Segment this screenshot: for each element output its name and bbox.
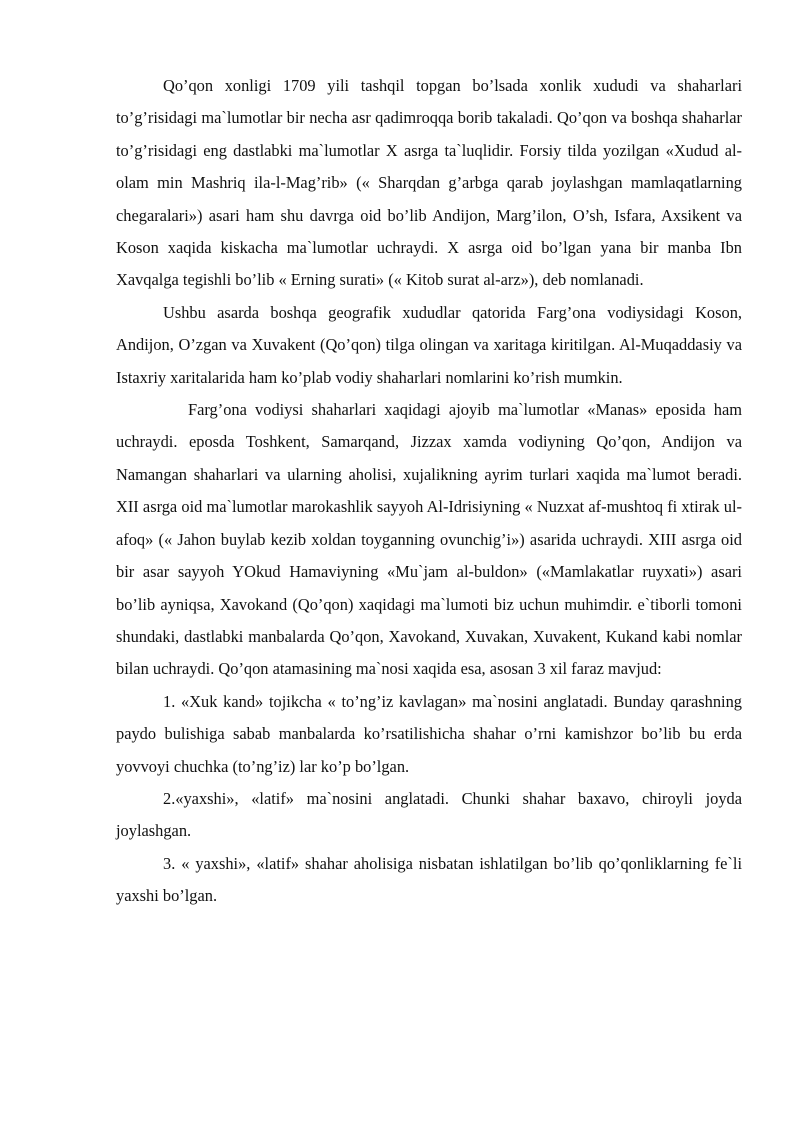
list-item-hypothesis-2: 2.«yaxshi», «latif» ma`nosini anglatadi. Chunki shahar baxavo, chiroyli joyda joylashgan. [116, 788, 742, 841]
paragraph-kokand-history: Qo’qon xonligi 1709 yili tashqil topgan bo’lsada xonlik xududi va shaharlari to’g’risidagi ma`lumotlar bir necha asr qadimroqqa borib takaladi. Qo’qon va boshqa shaharlar to’g’risidagi eng dastlabki ma`lumotlar X asrga ta`luqlidir. Forsiy tilda yozilgan «Xudud al-olam min Mashriq ila-l-Mag’rib» (« Sharqdan g’arbga qarab joylashgan mamlaqatlarning chegaralari») asari ham shu davrga oid bo’lib Andijon, Marg’ilon, O’sh, Isfara, Axsikent va Koson xaqida kiskacha ma`lumotlar uchraydi. X asrga oid bo’lgan yana bir manba Ibn Xavqalga tegishli bo’lib « Erning surati» (« Kitob surat al-arz»), deb nomlanadi. [116, 76, 742, 290]
paragraph-manas-epos: Farg’ona vodiysi shaharlari xaqidagi ajoyib ma`lumotlar «Manas» eposida ham uchraydi. eposda Toshkent, Samarqand, Jizzax xamda vodiyning Qo’qon, Andijon va Namangan shaharlari va ularning aholisi, xujalikning ayrim turlari xaqida ma`lumot beradi. XII asrga oid ma`lumotlar marokashlik sayyoh Al-Idrisiyning « Nuzxat af-mushtoq fi xtirak ul-afoq» (« Jahon buylab kezib xoldan toyganning ovunchig’i») asarida uchraydi. XIII asrga oid bir asar sayyoh YOkud Hamaviyning «Mu`jam al-buldon» («Mamlakatlar ruyxati») asari bo’lib ayniqsa, Xavokand (Qo’qon) xaqidagi ma`lumoti biz uchun muhimdir. e`tiborli tomoni shundaki, dastlabki manbalarda Qo’qon, Xavokand, Xuvakan, Xuvakent, Kukand kabi nomlar bilan uchraydi. Qo’qon atamasining ma`nosi xaqida esa, asosan 3 xil faraz mavjud: [116, 400, 742, 679]
list-item-hypothesis-1: 1. «Xuk kand» tojikcha « to’ng’iz kavlagan» ma`nosini anglatadi. Bunday qarashning paydo bulishiga sabab manbalarda ko’rsatilishicha shahar o’rni kamishzor bo’lib bu erda yovvoyi chuchka (to’ng’iz) lar ko’p bo’lgan. [116, 691, 742, 776]
document-body [116, 70, 742, 913]
paragraph-fergana-cities: Ushbu asarda boshqa geografik xududlar qatorida Farg’ona vodiysidagi Koson, Andijon, O’zgan va Xuvakent (Qo’qon) tilga olingan va xaritaga kiritilgan. Al-Muqaddasiy va Istaxriy xaritalarida ham ko’plab vodiy shaharlari nomlarini ko’rish mumkin. [116, 302, 742, 387]
list-item-hypothesis-3: 3. « yaxshi», «latif» shahar aholisiga nisbatan ishlatilgan bo’lib qo’qonliklarning fe`li yaxshi bo’lgan. [116, 853, 742, 906]
